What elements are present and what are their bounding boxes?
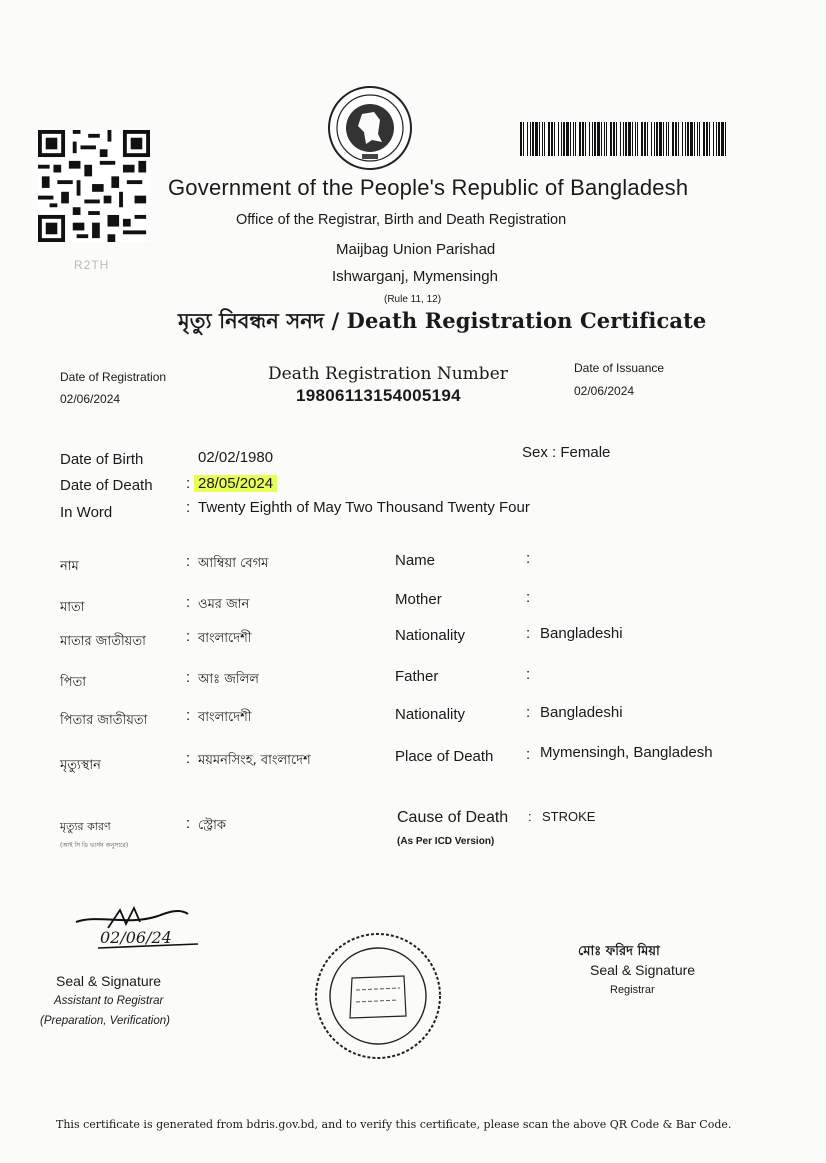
rule-reference: (Rule 11, 12) xyxy=(384,294,442,305)
qr-caption: R2TH xyxy=(74,258,110,272)
barcode-bar xyxy=(632,122,633,156)
barcode-bar xyxy=(721,122,724,156)
barcode-bar xyxy=(713,122,714,156)
field-separator: : xyxy=(186,628,191,645)
barcode-bar xyxy=(656,122,658,156)
barcode-bar xyxy=(570,122,571,156)
field-separator: : xyxy=(186,553,191,570)
cause-bn-label: মৃত্যুর কারণ xyxy=(60,820,111,833)
barcode-bar xyxy=(530,122,531,156)
field-bn-label: নাম xyxy=(60,559,79,574)
barcode-bar xyxy=(589,122,590,156)
barcode-bar xyxy=(575,122,576,156)
barcode-bar xyxy=(718,122,720,156)
field-bn-label: পিতা xyxy=(60,675,87,690)
barcode-bar xyxy=(659,122,662,156)
issuance-date: 02/06/2024 xyxy=(574,384,635,398)
field-bn-value: বাংলাদেশী xyxy=(198,631,252,646)
barcode-bar xyxy=(672,122,674,156)
barcode-bar xyxy=(635,122,636,156)
barcode-bar xyxy=(654,122,655,156)
barcode-bar xyxy=(690,122,693,156)
field-en-value: Bangladeshi xyxy=(540,625,623,642)
barcode-bar xyxy=(613,122,615,156)
barcode-bar xyxy=(625,122,627,156)
barcode-bar xyxy=(544,122,545,156)
in-word-label: In Word xyxy=(60,504,113,521)
barcode-bar xyxy=(641,122,643,156)
barcode-bar xyxy=(697,122,698,156)
barcode-bar xyxy=(582,122,584,156)
field-en-label: Nationality xyxy=(395,706,466,723)
registrar-role: Registrar xyxy=(610,984,655,996)
field-separator: : xyxy=(526,746,531,763)
field-bn-value: বাংলাদেশী xyxy=(198,710,252,725)
field-bn-value: আম্বিয়া বেগম xyxy=(198,556,269,571)
barcode-bar xyxy=(535,122,538,156)
barcode-bar xyxy=(601,122,602,156)
field-separator: : xyxy=(526,625,531,642)
barcode-bar xyxy=(523,122,524,156)
dod-separator: : xyxy=(186,475,191,492)
barcode-bar xyxy=(604,122,605,156)
registration-date-label: Date of Registration xyxy=(60,370,167,384)
barcode-bar xyxy=(685,122,686,156)
qr-code xyxy=(38,130,150,242)
barcode-bar xyxy=(682,122,683,156)
field-separator: : xyxy=(186,750,191,767)
barcode-bar xyxy=(561,122,562,156)
registrar-name: মোঃ ফরিদ মিয়া xyxy=(578,944,660,959)
field-separator: : xyxy=(186,594,191,611)
government-heading: Government of the People's Republic of Bangladesh xyxy=(168,175,689,200)
barcode-bar xyxy=(548,122,550,156)
field-bn-value: ময়মনসিংহ, বাংলাদেশ xyxy=(198,753,311,768)
field-en-value: Mymensingh, Bangladesh xyxy=(540,744,713,761)
field-en-label: Place of Death xyxy=(395,748,494,765)
barcode-bar xyxy=(551,122,553,156)
cause-en-sub: (As Per ICD Version) xyxy=(397,836,495,847)
field-en-label: Name xyxy=(395,552,436,569)
barcode-bar xyxy=(709,122,710,156)
barcode-bar xyxy=(694,122,695,156)
barcode-bar xyxy=(542,122,543,156)
government-emblem xyxy=(322,84,418,172)
field-bn-value: ওমর জান xyxy=(198,597,250,612)
certificate-title: মৃত্যু নিবন্ধন সনদ / Death Registration Certificate xyxy=(178,308,707,333)
barcode-bar xyxy=(703,122,705,156)
barcode-bar xyxy=(597,122,600,156)
field-separator: : xyxy=(526,704,531,721)
barcode-bar xyxy=(651,122,652,156)
field-bn-label: পিতার জাতীয়তা xyxy=(60,713,148,728)
upazila-heading: Ishwarganj, Mymensingh xyxy=(332,268,498,285)
union-heading: Maijbag Union Parishad xyxy=(336,241,496,258)
field-en-label: Mother xyxy=(395,591,442,608)
barcode-bar xyxy=(539,122,540,156)
field-bn-label: মৃত্যুস্থান xyxy=(60,758,101,773)
cause-en-label: Cause of Death xyxy=(397,809,509,826)
office-heading: Office of the Registrar, Birth and Death Registration xyxy=(236,212,567,228)
registration-number: 19806113154005194 xyxy=(296,386,461,405)
barcode-bar xyxy=(706,122,708,156)
barcode-bar xyxy=(566,122,569,156)
field-en-value: Bangladeshi xyxy=(540,704,623,721)
field-separator: : xyxy=(186,669,191,686)
barcode-bar xyxy=(563,122,565,156)
barcode-bar xyxy=(716,122,717,156)
barcode-bar xyxy=(620,122,621,156)
barcode-bar xyxy=(606,122,607,156)
verification-footer: This certificate is generated from bdris.gov.bd, and to verify this certificate, please scan the above QR Code & Bar Code. xyxy=(56,1118,732,1131)
assistant-role: Assistant to Registrar xyxy=(54,995,164,1007)
barcode xyxy=(520,122,730,156)
registrar-seal-label: Seal & Signature xyxy=(590,962,696,978)
issuance-date-label: Date of Issuance xyxy=(574,361,665,375)
sex-value: Sex : Female xyxy=(522,444,611,461)
barcode-bar xyxy=(647,122,648,156)
dod-label: Date of Death xyxy=(60,477,153,494)
dob-label: Date of Birth xyxy=(60,451,144,468)
cause-en-value: STROKE xyxy=(542,809,596,824)
field-en-label: Nationality xyxy=(395,627,466,644)
cause-separator: : xyxy=(528,809,532,824)
assistant-seal-label: Seal & Signature xyxy=(56,973,162,989)
barcode-bar xyxy=(616,122,617,156)
field-separator: : xyxy=(526,589,531,606)
barcode-bar xyxy=(675,122,677,156)
field-bn-label: মাতার জাতীয়তা xyxy=(60,634,146,649)
in-word-separator: : xyxy=(186,499,191,516)
barcode-bar xyxy=(520,122,522,156)
field-en-label: Father xyxy=(395,668,439,685)
barcode-bar xyxy=(663,122,664,156)
cause-bn-value: স্ট্রোক xyxy=(198,818,226,833)
cause-bn-sub: (আই সি ডি ভার্সন অনুসারে) xyxy=(60,842,129,849)
barcode-bar xyxy=(554,122,555,156)
barcode-bar xyxy=(594,122,596,156)
barcode-bar xyxy=(585,122,586,156)
barcode-bar xyxy=(532,122,534,156)
field-separator: : xyxy=(526,666,531,683)
barcode-bar xyxy=(666,122,667,156)
dob-value: 02/02/1980 xyxy=(198,449,274,466)
field-bn-label: মাতা xyxy=(60,600,85,615)
barcode-bar xyxy=(699,122,700,156)
barcode-bar xyxy=(579,122,581,156)
field-bn-value: আঃ জলিল xyxy=(198,672,259,687)
in-word-value: Twenty Eighth of May Two Thousand Twenty Four xyxy=(198,499,530,516)
registration-date: 02/06/2024 xyxy=(60,392,121,406)
registration-number-label: Death Registration Number xyxy=(268,364,508,384)
barcode-bar xyxy=(725,122,726,156)
barcode-bar xyxy=(687,122,689,156)
field-separator: : xyxy=(186,707,191,724)
barcode-bar xyxy=(610,122,612,156)
barcode-bar xyxy=(623,122,624,156)
barcode-bar xyxy=(637,122,638,156)
barcode-bar xyxy=(527,122,528,156)
barcode-bar xyxy=(644,122,646,156)
barcode-bar xyxy=(592,122,593,156)
barcode-bar xyxy=(558,122,559,156)
barcode-bar xyxy=(678,122,679,156)
cause-separator: : xyxy=(186,815,191,832)
field-separator: : xyxy=(526,550,531,567)
barcode-bar xyxy=(628,122,631,156)
assistant-signature-date: 02/06/24 xyxy=(100,928,172,947)
barcode-bar xyxy=(573,122,574,156)
barcode-bar xyxy=(668,122,669,156)
dod-value: 28/05/2024 xyxy=(194,475,277,492)
official-seal xyxy=(312,930,444,1062)
assistant-role-detail: (Preparation, Verification) xyxy=(40,1015,170,1027)
